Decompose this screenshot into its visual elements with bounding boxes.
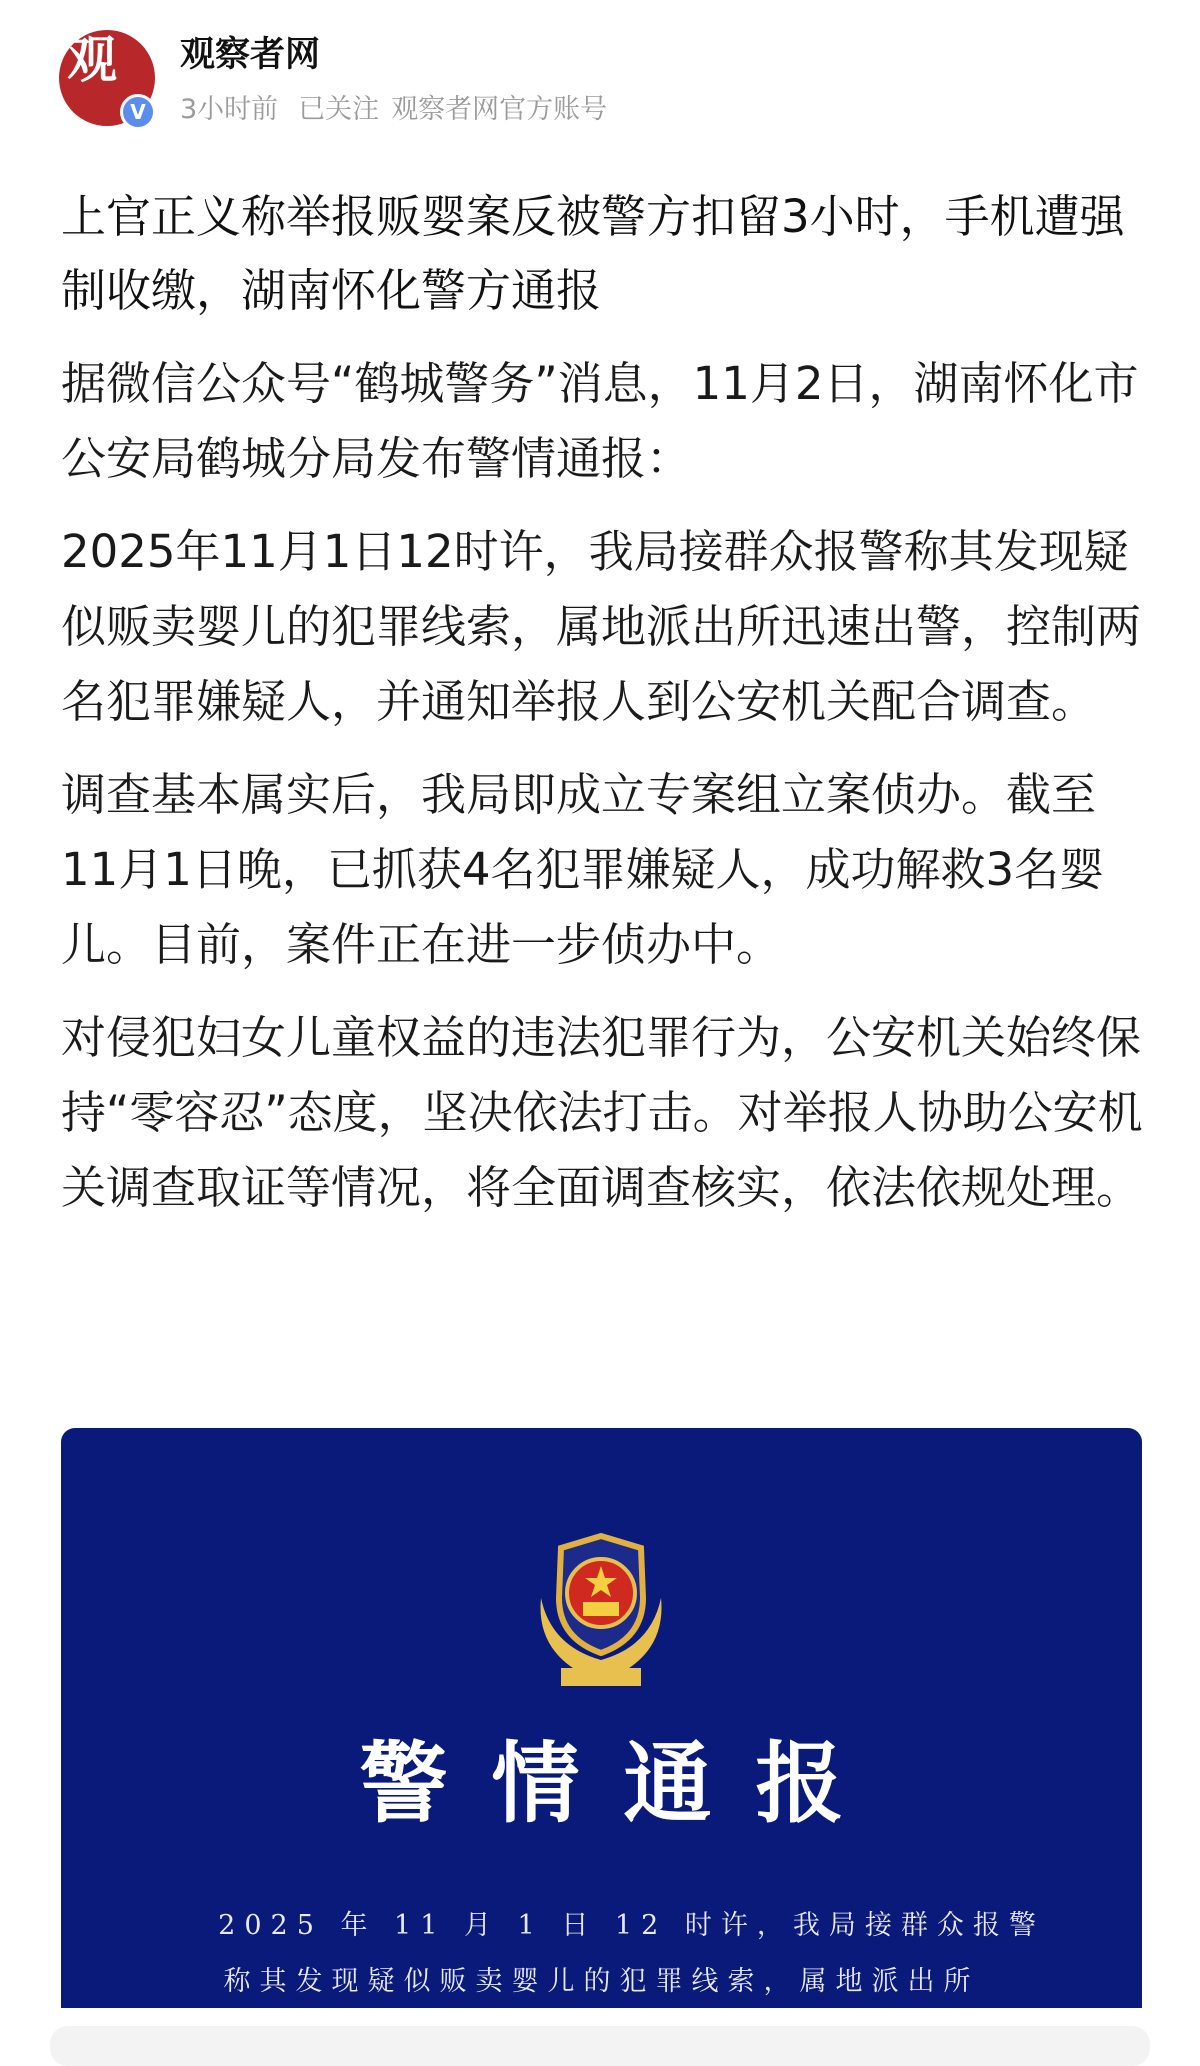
article-paragraph: 调查基本属实后，我局即成立专案组立案侦办。截至11月1日晚，已抓获4名犯罪嫌疑人，成功解救3名婴儿。目前，案件正在进一步侦办中。 [61, 768, 1105, 971]
article-paragraph: 2025年11月1日12时许，我局接群众报警称其发现疑似贩卖婴儿的犯罪线索，属地派出所迅速出警，控制两名犯罪嫌疑人，并通知举报人到公安机关配合调查。 [61, 525, 1142, 728]
next-card [50, 2026, 1150, 2066]
verified-badge-icon: V [120, 94, 156, 130]
police-emblem-icon [521, 1528, 681, 1693]
account-description: 观察者网官方账号 [391, 94, 608, 125]
account-name[interactable]: 观察者网 [180, 35, 321, 75]
post-time: 3小时前 [180, 94, 279, 125]
article-paragraph: 据微信公众号“鹤城警务”消息，11月2日，湖南怀化市公安局鹤城分局发布警情通报： [61, 357, 1139, 485]
banner-text-line: 2025 年 11 月 1 日 12 时许，我局接群众报警 [218, 1910, 1045, 1941]
avatar-logo-char: 观 [67, 30, 117, 89]
article-paragraph: 对侵犯妇女儿童权益的违法犯罪行为，公安机关始终保持“零容忍”态度，坚决依法打击。对举报人协助公安机关调查取证等情况，将全面调查核实，依法依规处理。 [61, 1011, 1143, 1214]
follow-status[interactable]: 已关注 [298, 94, 380, 125]
banner-title: 警情通报 [359, 1731, 888, 1835]
article-title: 上官正义称举报贩婴案反被警方扣留3小时，手机遭强制收缴，湖南怀化警方通报 [61, 190, 1125, 317]
article-body [61, 180, 1151, 1243]
post-meta [180, 93, 607, 127]
banner-text-line: 称其发现疑似贩卖婴儿的犯罪线索，属地派出所 [223, 1966, 980, 1997]
police-notice-image[interactable] [61, 1428, 1142, 2008]
